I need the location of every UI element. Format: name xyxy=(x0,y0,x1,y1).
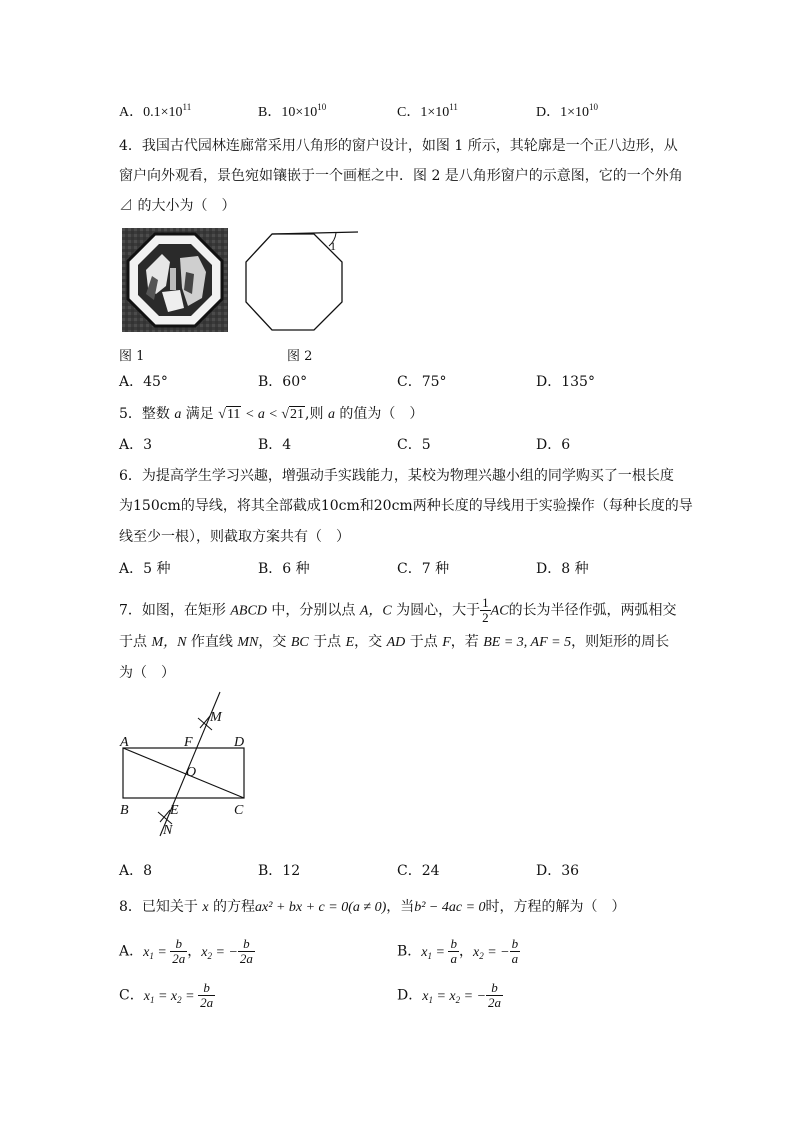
q4-option-b[interactable]: B．60° xyxy=(258,374,308,390)
q8-option-b[interactable]: B．$x_1$ = $\frac{b}{a}$ ，$x_2$ = − $\frac{b}{a}$ xyxy=(397,936,519,966)
discriminant: b² − 4ac = 0 xyxy=(414,900,486,915)
label-n: N xyxy=(163,823,173,838)
q3-option-d[interactable]: D．$1\times 10^{10}$ xyxy=(536,102,599,120)
q5-option-d[interactable]: D．6 xyxy=(536,437,571,453)
q6-option-a[interactable]: A．5 种 xyxy=(119,561,171,577)
sqrt-11: 11 xyxy=(226,407,241,422)
octagon-diagram xyxy=(242,228,362,334)
q8-option-a[interactable]: A．$x_1$ = $\frac{b}{2a}$ ，$x_2$ = − $\frac{b}{2a}$ xyxy=(119,936,253,966)
q7-option-a[interactable]: A．8 xyxy=(119,863,153,879)
label-d: D xyxy=(234,735,245,750)
label-a: A xyxy=(120,735,129,750)
q7-line-3: 为（ ） xyxy=(119,665,175,681)
rectangle-diagram xyxy=(114,690,264,842)
label-o: O xyxy=(186,765,197,780)
q3-option-c[interactable]: C．$1\times 10^{11}$ xyxy=(397,102,458,120)
q4-line-1: 4．我国古代园林连廊常采用八角形的窗户设计，如图 1 所示，其轮廓是一个正八边形，从 xyxy=(119,138,678,154)
q4-option-d[interactable]: D．135° xyxy=(536,374,595,390)
half-fraction: $\frac{1}{2}$ xyxy=(482,595,489,625)
q6-option-b[interactable]: B．6 种 xyxy=(258,561,310,577)
q7-option-d[interactable]: D．36 xyxy=(536,863,580,879)
q6-line-1: 6．为提高学生学习兴趣，增强动手实践能力，某校为物理兴趣小组的同学购买了一根长度 xyxy=(119,468,674,484)
q8-option-c[interactable]: C．$x_1 = x_2$ = $\frac{b}{2a}$ xyxy=(119,980,214,1010)
label-m: M xyxy=(210,710,222,725)
q4-line-2: 窗户向外观看，景色宛如镶嵌于一个画框之中．图 2 是八角形窗户的示意图，它的一个外角 xyxy=(119,168,683,184)
q7-line-2: 于点 M，N 作直线 MN，交 BC 于点 E，交 AD 于点 F，若 BE = 3, AF = 5，则矩形的周长 xyxy=(119,634,670,650)
q4-option-a[interactable]: A．45° xyxy=(119,374,168,390)
q4-line-3: ⊿ 的大小为（ ） xyxy=(119,198,236,214)
label-e: E xyxy=(170,803,179,818)
q5-option-c[interactable]: C．5 xyxy=(397,437,431,453)
q8-option-d[interactable]: D．$x_1 = x_2$ = − $\frac{b}{2a}$ xyxy=(397,980,502,1010)
angle-symbol: ⊿ xyxy=(119,198,133,214)
q7-line-1: 7．如图，在矩形 ABCD 中，分别以点 A，C 为圆心，大于 $\frac{1}{2}$ AC的长为半径作弧，两弧相交 xyxy=(119,595,677,625)
q7-option-c[interactable]: C．24 xyxy=(397,863,440,879)
q5-option-b[interactable]: B．4 xyxy=(258,437,292,453)
q8-stem: 8．已知关于 x 的方程ax² + bx + c = 0(a ≠ 0)，当b² − 4ac = 0时，方程的解为（ ） xyxy=(119,899,626,915)
fig2-caption: 图 2 xyxy=(287,349,313,364)
fig1-caption: 图 1 xyxy=(119,349,145,364)
q3-option-b[interactable]: B．$10\times 10^{10}$ xyxy=(258,102,327,120)
q5-stem: 5．整数 a 满足 √11 < a < √21,则 a 的值为（ ） xyxy=(119,406,424,422)
q5-option-a[interactable]: A．3 xyxy=(119,437,153,453)
label-c: C xyxy=(234,803,244,818)
q6-option-d[interactable]: D．8 种 xyxy=(536,561,589,577)
q6-line-2: 为150cm的导线，将其全部截成10cm和20cm两种长度的导线用于实验操作（每种长度的导 xyxy=(119,498,693,514)
label-b: B xyxy=(120,803,129,818)
q6-option-c[interactable]: C．7 种 xyxy=(397,561,450,577)
sqrt-21: 21 xyxy=(290,407,305,422)
q4-option-c[interactable]: C．75° xyxy=(397,374,447,390)
angle-label: 1 xyxy=(330,239,336,253)
quadratic-equation: ax² + bx + c = 0 xyxy=(255,900,349,915)
q6-line-3: 线至少一根），则截取方案共有（ ） xyxy=(119,529,350,545)
q3-option-a[interactable]: A．$0.1\times 10^{11}$ xyxy=(119,102,192,120)
label-f: F xyxy=(184,735,193,750)
q7-option-b[interactable]: B．12 xyxy=(258,863,301,879)
octagon-window-photo xyxy=(122,228,228,332)
